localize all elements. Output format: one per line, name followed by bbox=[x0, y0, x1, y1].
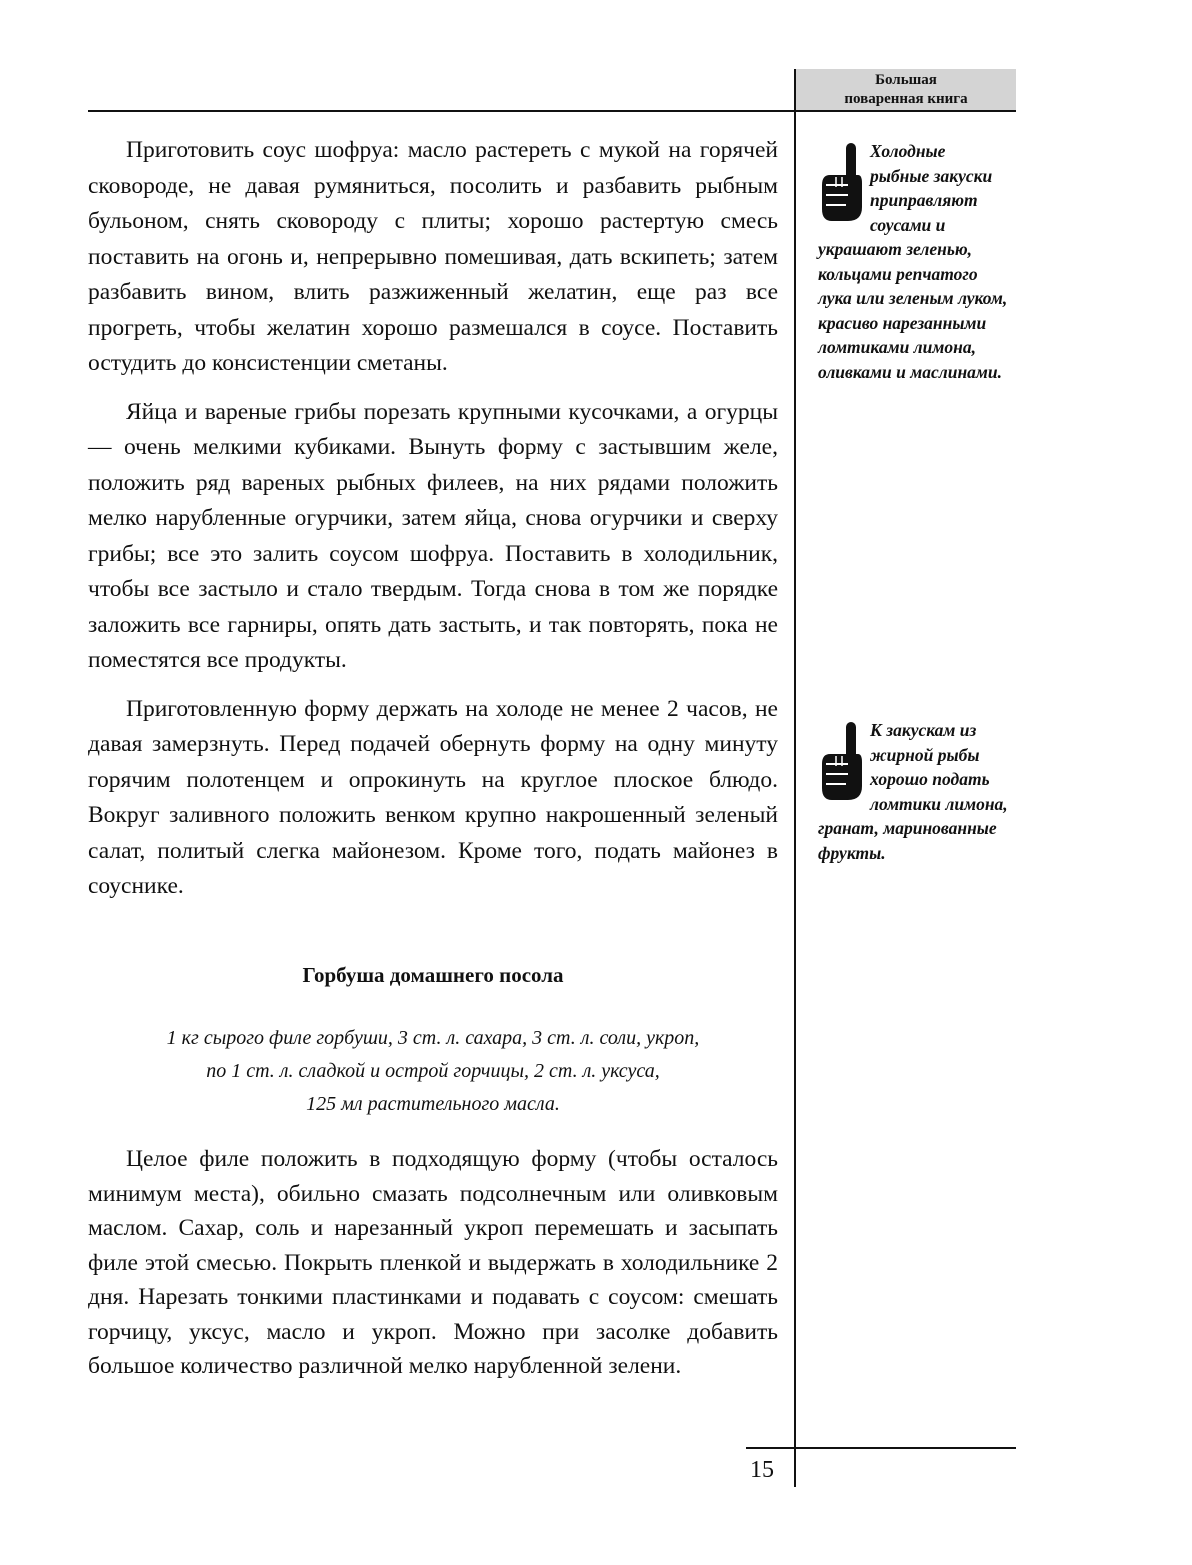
paragraph: Целое филе положить в подходящую форму (чтобы осталось минимум места), обильно смазать подсолнечным или оливковым маслом. Сахар, соль и нарезанный укроп перемешать и засыпать филе этой смесью. Покрыть пленкой и выдержать в холодильнике 2 дня. Нарезать тонкими пластинками и подавать с соусом: смешать горчицу, уксус, масло и укроп. Можно при засолке добавить большое количество различной мелко нарубленной зелени. bbox=[88, 1146, 778, 1379]
sidebar-note bbox=[818, 718, 1008, 865]
note-text: Холодные рыбные закуски приправляют соусами и украшают зеленью, кольцами репчатого лука или зеленым луком, красиво нарезанными ломтиками лимона, оливками и маслинами. bbox=[818, 141, 1008, 382]
pointing-hand-icon bbox=[818, 141, 862, 221]
header-line-1: Большая bbox=[875, 72, 937, 88]
paragraph: Приготовленную форму держать на холоде не менее 2 часов, не давая замерзнуть. Перед подачей обернуть форму на одну минуту горячим полотенцем и опрокинуть на круглое плоское блюдо. Вокруг заливного положить венком крупно накрошенный зеленый салат, политый слегка майонезом. Кроме того, подать майонез в соуснике. bbox=[88, 695, 778, 899]
note-text: К закускам из жирной рыбы хорошо подать ломтики лимона, гранат, маринованные фрукты. bbox=[818, 720, 1008, 863]
paragraph: Приготовить соус шофруа: масло растереть с мукой на горячей сковороде, не давая румяниться, посолить и разбавить рыбным бульоном, снять сковороду с плиты; хорошо растертую смесь поставить на огонь и, непрерывно помешивая, дать вскипеть; затем разбавить вином, влить разжиженный желатин, еще раз все прогреть, чтобы желатин хорошо размешался в соусе. Поставить остудить до консистенции сметаны. bbox=[88, 137, 778, 376]
recipe-instructions bbox=[88, 1142, 778, 1384]
ingredients-line: 125 мл растительного масла. bbox=[306, 1093, 560, 1115]
header-rule bbox=[88, 110, 1016, 112]
footer-rule bbox=[746, 1447, 1016, 1449]
page-number: 15 bbox=[750, 1457, 774, 1483]
pointing-hand-icon bbox=[818, 720, 862, 800]
ingredients-line: 1 кг сырого филе горбуши, 3 ст. л. сахара, 3 ст. л. соли, укроп, bbox=[166, 1027, 700, 1049]
paragraph: Яйца и вареные грибы порезать крупными кусочками, а огурцы — очень мелкими кубиками. Вынуть форму с застывшим желе, положить ряд вареных рыбных филеев, на них рядами положить мелко нарубленные огурчики, затем яйца, снова огурчики и сверху грибы; все это залить соусом шофруа. Поставить в холодильник, чтобы все застыло и стало твердым. Тогда снова в том же порядке заложить все гарниры, опять дать застыть, и так повторять, пока не поместятся все продукты. bbox=[88, 398, 778, 673]
margin-divider bbox=[794, 69, 796, 1487]
header-line-2: поваренная книга bbox=[844, 91, 968, 107]
recipe-title: Горбуша домашнего посола bbox=[302, 963, 564, 987]
running-header bbox=[796, 69, 1016, 111]
sidebar-note bbox=[818, 139, 1008, 384]
main-text bbox=[88, 133, 778, 905]
ingredients-list bbox=[88, 1022, 778, 1121]
ingredients-line: по 1 ст. л. сладкой и острой горчицы, 2 ст. л. уксуса, bbox=[206, 1060, 660, 1082]
